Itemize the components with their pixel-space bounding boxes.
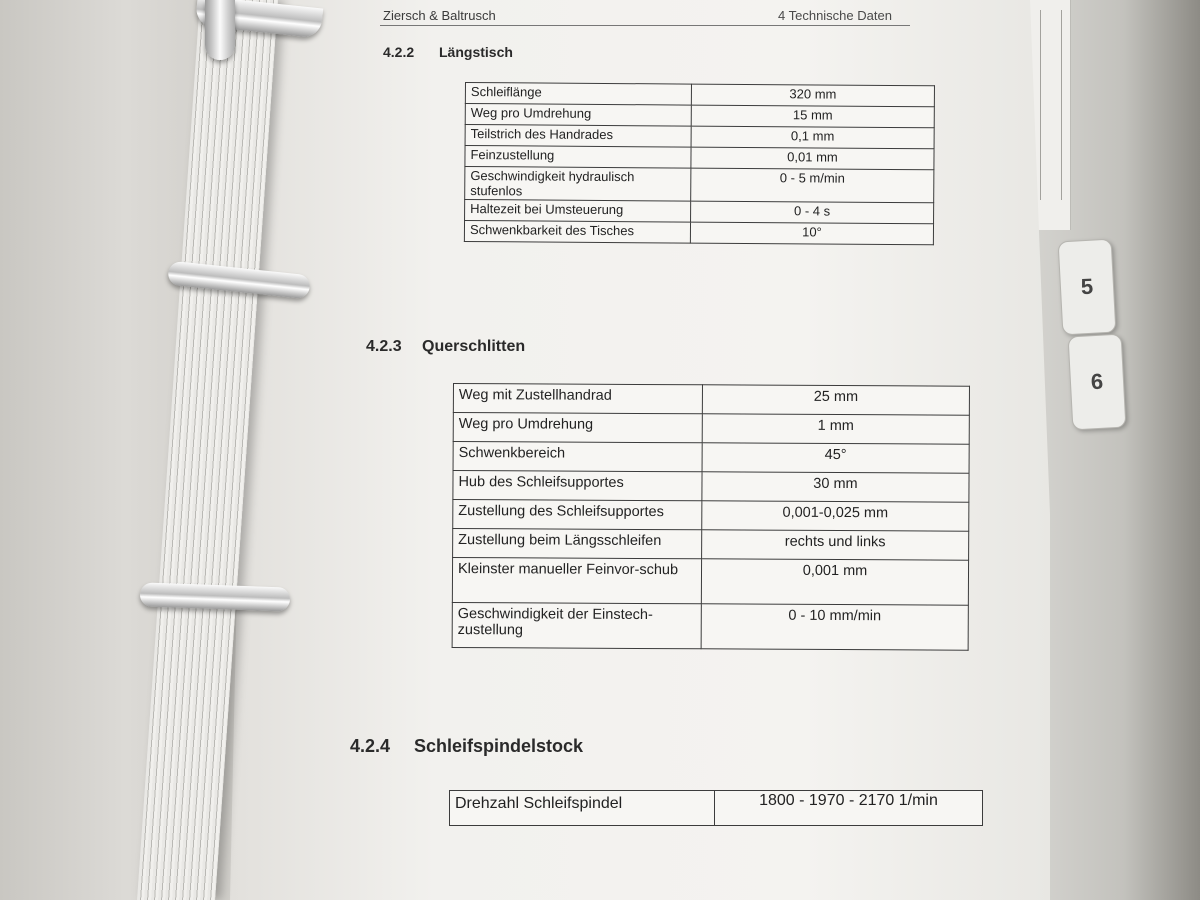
section-number: 4.2.3 (366, 338, 402, 355)
row-value: 15 mm (691, 105, 934, 128)
row-label: Schwenkbarkeit des Tisches (464, 221, 690, 244)
row-value: 45° (702, 443, 969, 473)
section-title: Schleifspindelstock (414, 736, 584, 756)
table-row (452, 602, 968, 650)
row-label: Hub des Schleifsupportes (453, 471, 702, 501)
table-row (465, 167, 934, 203)
table-row (452, 558, 968, 606)
spec-table-querschlitten (452, 383, 970, 651)
header-chapter: 4 Technische Daten (778, 8, 892, 23)
section-title: Längstisch (439, 44, 513, 60)
row-label: Drehzahl Schleifspindel (450, 791, 715, 826)
spec-table-schleifspindelstock (449, 790, 983, 826)
row-value: 0 - 10 mm/min (701, 604, 968, 650)
row-value: 1 mm (702, 414, 969, 444)
table-row (453, 384, 969, 416)
row-value: 0,1 mm (691, 126, 934, 149)
spec-table-laengstisch (464, 82, 935, 245)
row-value: 0 - 4 s (691, 201, 934, 224)
divider-tab-6[interactable]: 6 (1068, 334, 1127, 431)
table-row (464, 221, 933, 245)
row-label: Weg pro Umdrehung (465, 104, 691, 127)
row-value: 25 mm (702, 385, 969, 415)
binder-ring-top-arc (205, 0, 235, 60)
section-number: 4.2.2 (383, 44, 415, 60)
row-value: 1800 - 1970 - 2170 1/min (715, 791, 983, 826)
row-label: Teilstrich des Handrades (465, 125, 691, 148)
row-label: Feinzustellung (465, 146, 691, 169)
row-value: 320 mm (691, 84, 934, 107)
row-label: Schwenkbereich (453, 442, 702, 472)
row-label: Weg mit Zustellhandrad (453, 384, 702, 414)
section-title: Querschlitten (422, 338, 526, 355)
row-value: rechts und links (702, 530, 969, 560)
row-value: 0 - 5 m/min (691, 168, 934, 203)
divider-tab-5[interactable]: 5 (1058, 239, 1117, 336)
row-label: Geschwindigkeit hydraulisch stufenlos (465, 167, 691, 202)
table-row (453, 529, 969, 561)
row-label: Weg pro Umdrehung (453, 413, 702, 443)
row-label: Schleiflänge (465, 83, 691, 106)
row-value: 0,01 mm (691, 147, 934, 170)
row-value: 10° (690, 222, 933, 245)
section-heading-422 (383, 44, 513, 60)
table-row (453, 471, 969, 503)
row-label: Geschwindigkeit der Einstech-zustellung (452, 602, 701, 648)
row-label: Zustellung des Schleifsupportes (453, 500, 702, 530)
table-row (453, 442, 969, 474)
row-label: Kleinster manueller Feinvor-schub (452, 558, 701, 604)
table-row (453, 413, 969, 445)
row-label: Zustellung beim Längsschleifen (453, 529, 702, 559)
section-heading-424 (350, 736, 583, 757)
section-heading-423 (366, 338, 525, 356)
row-value: 0,001 mm (701, 559, 968, 605)
row-label: Haltezeit bei Umsteuerung (465, 200, 691, 223)
header-rule (380, 25, 910, 26)
row-value: 0,001-0,025 mm (702, 501, 969, 531)
row-value: 30 mm (702, 472, 969, 502)
table-row (453, 500, 969, 532)
section-number: 4.2.4 (350, 736, 391, 756)
header-company: Ziersch & Baltrusch (383, 8, 496, 23)
table-row (450, 791, 983, 826)
